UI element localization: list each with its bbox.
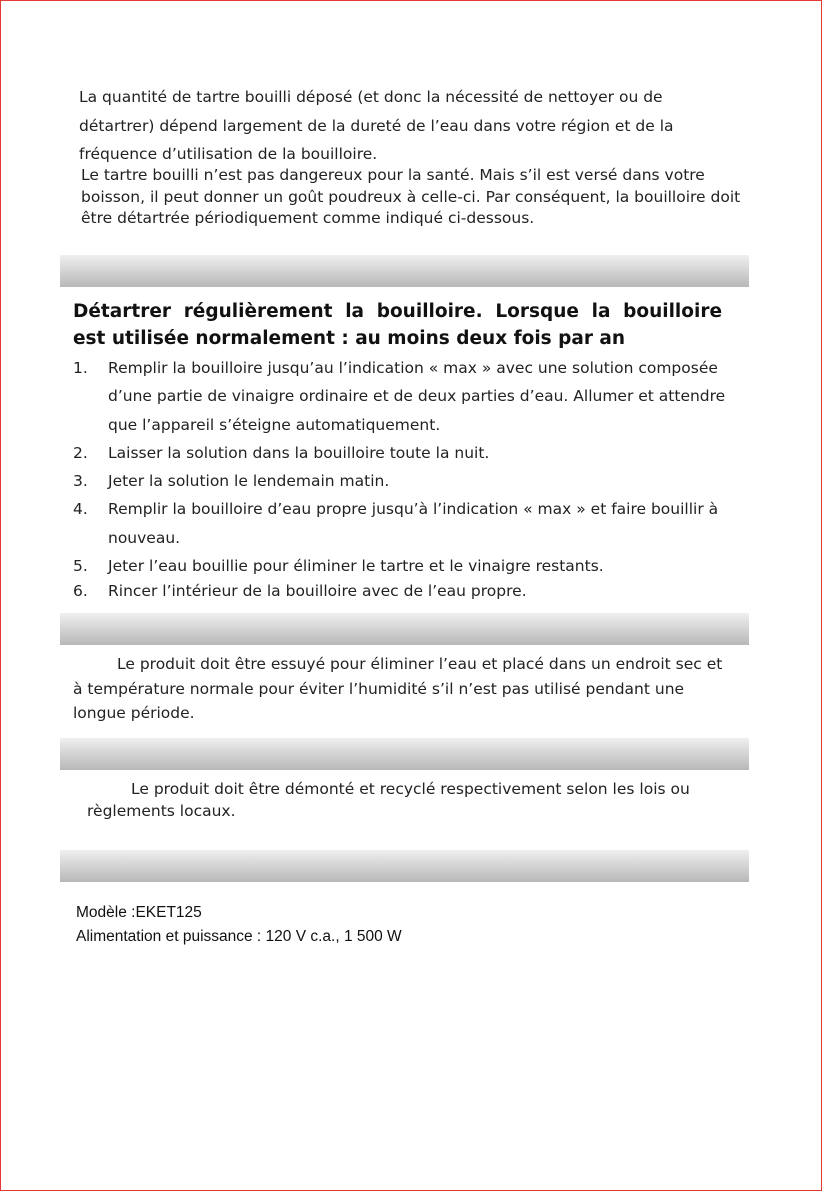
step-text: Laisser la solution dans la bouilloire toute la nuit. xyxy=(108,443,490,462)
list-item xyxy=(73,354,753,439)
storage-paragraph: Le produit doit être essuyé pour éliminer l’eau et placé dans un endroit sec et à température normale pour éviter l’humidité s’il n’est pas utilisé pendant une longue période. xyxy=(73,655,723,722)
specifications-block xyxy=(76,901,402,948)
section-header-bar-descaling xyxy=(60,255,749,287)
step-number: 1. xyxy=(73,359,88,377)
disposal-paragraph: Le produit doit être démonté et recyclé respectivement selon les lois ou règlements locaux. xyxy=(87,780,690,820)
section-header-bar-specifications xyxy=(60,850,749,882)
step-number: 4. xyxy=(73,500,88,519)
model-label: Modèle :EKET125 xyxy=(76,904,202,921)
list-item xyxy=(73,579,753,604)
list-item xyxy=(73,467,753,495)
step-number: 5. xyxy=(73,557,88,576)
list-item xyxy=(73,439,753,467)
scale-health-paragraph: Le tartre bouilli n’est pas dangereux pour la santé. Mais s’il est versé dans votre boisson, il peut donner un goût poudreux à celle-ci. Par conséquent, la bouilloire doit être détartrée périodiquement comme indiqué ci-dessous. xyxy=(81,166,741,227)
list-item xyxy=(73,554,753,579)
step-text: Rincer l’intérieur de la bouilloire avec de l’eau propre. xyxy=(108,582,527,601)
section-header-bar-storage xyxy=(60,613,749,645)
descaling-steps-list xyxy=(73,354,753,604)
step-text: Remplir la bouilloire jusqu’au l’indication « max » avec une solution composée d’une partie de vinaigre ordinaire et de deux parties d’eau. Allumer et attendre que l’appareil s’éteigne automatiquement. xyxy=(108,359,726,434)
power-label: Alimentation et puissance : 120 V c.a., 1 500 W xyxy=(76,927,402,945)
list-item xyxy=(73,495,753,552)
step-text: Jeter la solution le lendemain matin. xyxy=(108,472,390,491)
step-number: 3. xyxy=(73,472,88,491)
scale-intro-paragraph: La quantité de tartre bouilli déposé (et donc la nécessité de nettoyer ou de détartrer) dépend largement de la dureté de l’eau dans votre région et de la fréquence d’utilisation de la bouilloire. xyxy=(79,88,674,163)
descaling-heading: Détartrer régulièrement la bouilloire. Lorsque la bouilloire est utilisée normalement : au moins deux fois par an xyxy=(73,301,722,349)
step-text: Jeter l’eau bouillie pour éliminer le tartre et le vinaigre restants. xyxy=(108,557,604,576)
step-text: Remplir la bouilloire d’eau propre jusqu’à l’indication « max » et faire bouillir à nouveau. xyxy=(108,500,719,547)
section-header-bar-disposal xyxy=(60,738,749,770)
step-number: 6. xyxy=(73,582,88,601)
step-number: 2. xyxy=(73,443,88,462)
